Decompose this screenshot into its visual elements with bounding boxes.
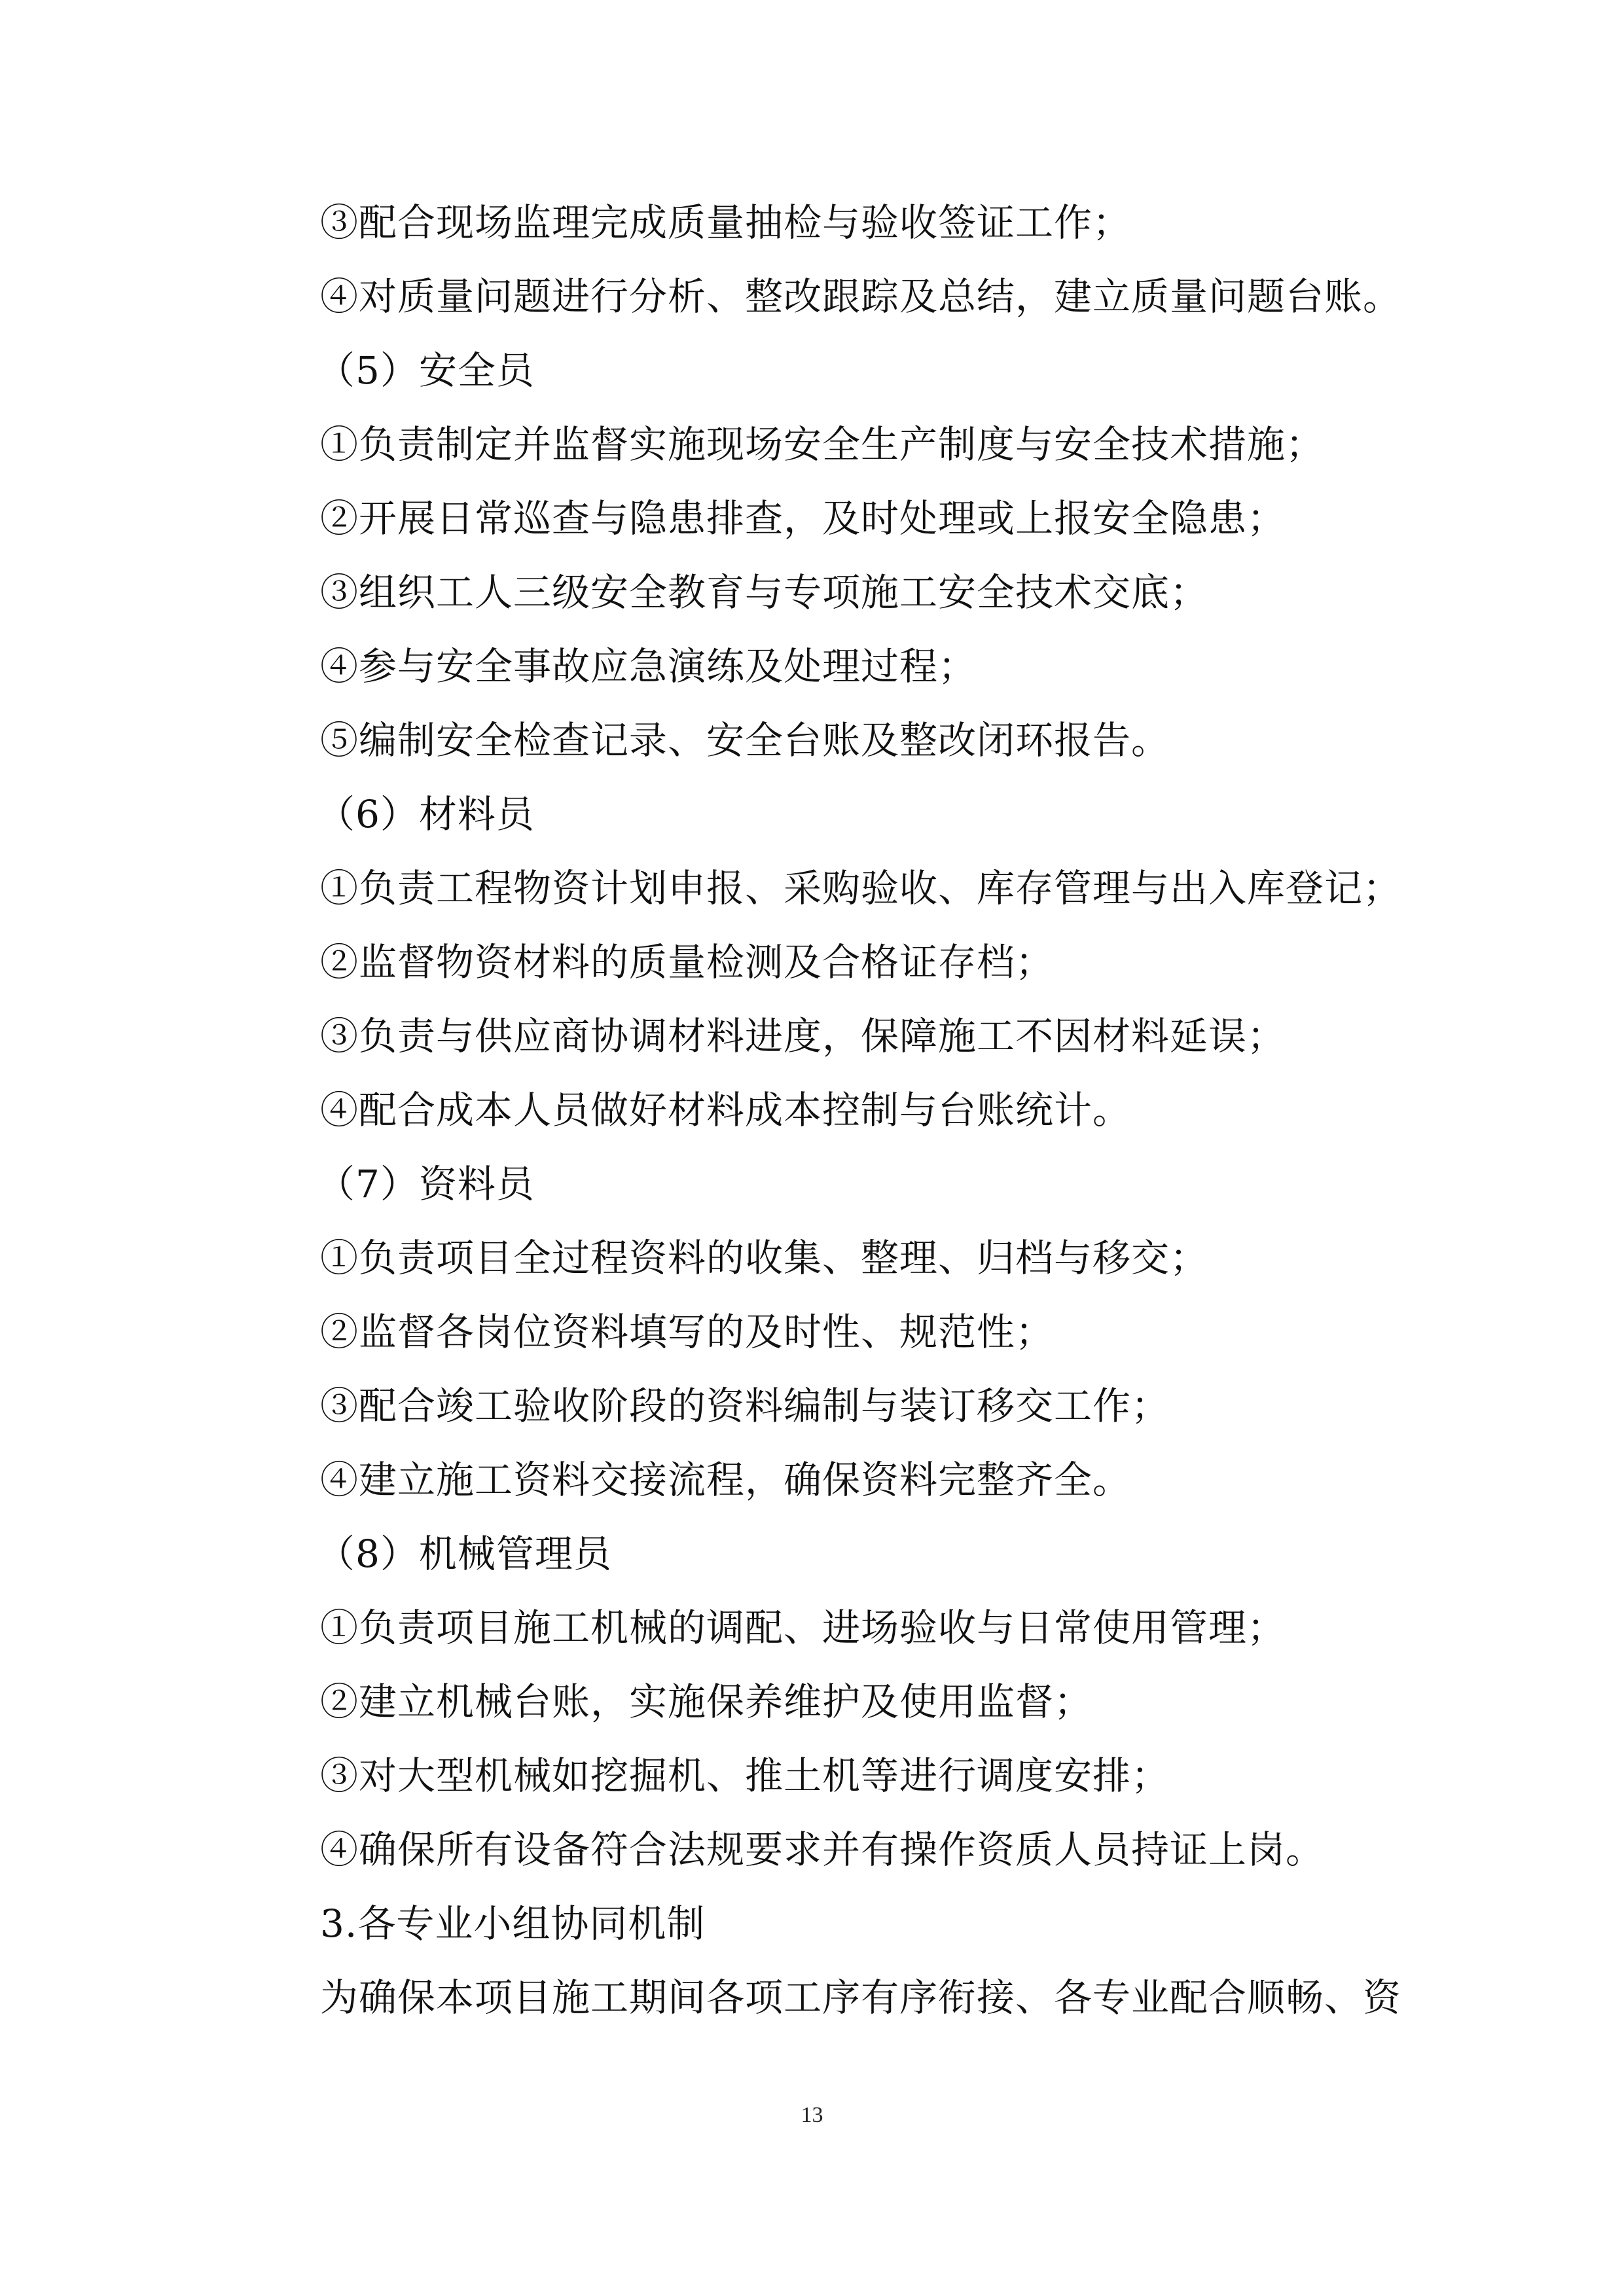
text-line: ①负责项目施工机械的调配、进场验收与日常使用管理；	[320, 1605, 1286, 1650]
text-line: ②开展日常巡查与隐患排查，及时处理或上报安全隐患；	[320, 496, 1286, 541]
page-number: 13	[801, 2103, 823, 2127]
text-line: ③配合竣工验收阶段的资料编制与装订移交工作；	[320, 1384, 1170, 1428]
text-line: ③配合现场监理完成质量抽检与验收签证工作；	[320, 200, 1132, 245]
text-line: ④建立施工资料交接流程，确保资料完整齐全。	[320, 1458, 1132, 1502]
text-line: ②监督各岗位资料填写的及时性、规范性；	[320, 1310, 1055, 1354]
text-line: ②建立机械台账，实施保养维护及使用监督；	[320, 1679, 1093, 1724]
section-heading: （5）安全员	[317, 348, 535, 393]
section-heading: 3.各专业小组协同机制	[320, 1901, 706, 1946]
text-line: ③负责与供应商协调材料进度，保障施工不因材料延误；	[320, 1014, 1286, 1058]
section-heading: （6）材料员	[317, 792, 535, 836]
text-line: ④对质量问题进行分析、整改跟踪及总结，建立质量问题台账。	[320, 274, 1402, 319]
text-line: ④配合成本人员做好材料成本控制与台账统计。	[320, 1088, 1132, 1132]
text-line: ③对大型机械如挖掘机、推土机等进行调度安排；	[320, 1753, 1170, 1798]
text-line: 为确保本项目施工期间各项工序有序衔接、各专业配合顺畅、资	[320, 1975, 1402, 2020]
text-line: ③组织工人三级安全教育与专项施工安全技术交底；	[320, 570, 1209, 615]
section-heading: （7）资料员	[317, 1162, 535, 1206]
text-line: ②监督物资材料的质量检测及合格证存档；	[320, 940, 1055, 984]
text-line: ①负责工程物资计划申报、采购验收、库存管理与出入库登记；	[320, 866, 1402, 910]
section-heading: （8）机械管理员	[317, 1532, 612, 1576]
text-line: ①负责制定并监督实施现场安全生产制度与安全技术措施；	[320, 422, 1325, 467]
text-line: ⑤编制安全检查记录、安全台账及整改闭环报告。	[320, 718, 1170, 762]
text-line: ①负责项目全过程资料的收集、整理、归档与移交；	[320, 1236, 1209, 1280]
text-line: ④确保所有设备符合法规要求并有操作资质人员持证上岗。	[320, 1827, 1325, 1872]
text-line: ④参与安全事故应急演练及处理过程；	[320, 644, 977, 689]
